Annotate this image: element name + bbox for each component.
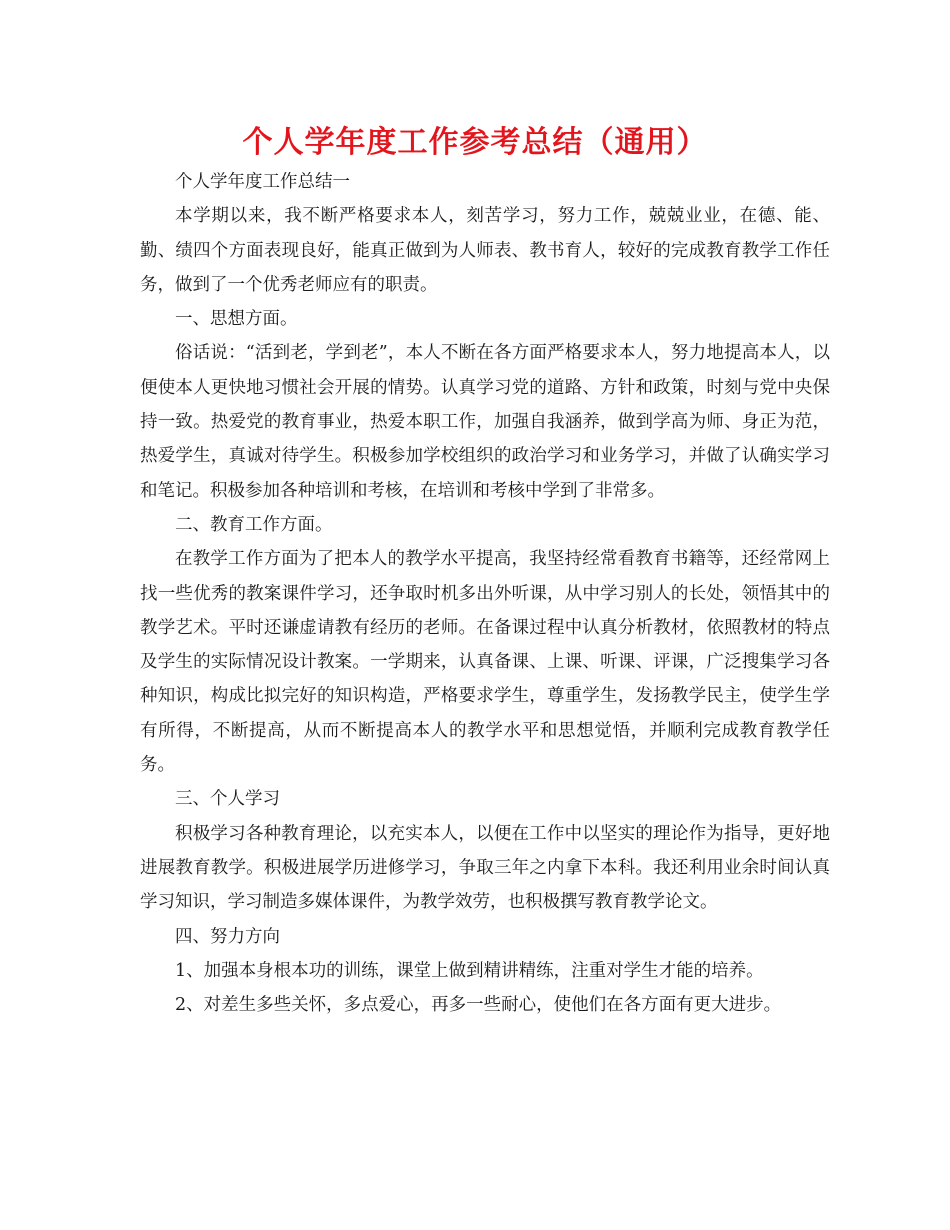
document-title: 个人学年度工作参考总结（通用）: [242, 125, 708, 160]
section-heading-direction: 四、努力方向: [175, 926, 280, 947]
teaching-paragraph: 在教学工作方面为了把本人的教学水平提高，我坚持经常看教育书籍等，还经常网上找一些优秀的教案课件学习，还争取时机多出外听课，从中学习别人的长处，领悟其中的教学艺术。平时还谦虚请教有经历的老师。在备课过程中认真分析教材，依照教材的特点及学生的实际情况设计教案。一学期来，认真备课、上课、听课、评课，广泛搜集学习各种知识，构成比拟完好的知识构造，严格要求学生，尊重学生，发扬教学民主，使学生学有所得，不断提高，从而不断提高本人的教学水平和思想觉悟，并顺利完成教育教学任务。: [140, 549, 830, 776]
thought-paragraph: 俗话说：“活到老，学到老”，本人不断在各方面严格要求本人，努力地提高本人，以便使本人更快地习惯社会开展的情势。认真学习党的道路、方针和政策，时刻与党中央保持一致。热爱党的教育事业，热爱本职工作，加强自我涵养，做到学高为师、身正为范，热爱学生，真诚对待学生。积极参加学校组织的政治学习和业务学习，并做了认确实学习和笔记。积极参加各种培训和考核，在培训和考核中学到了非常多。: [140, 343, 830, 501]
section-heading-study: 三、个人学习: [175, 789, 280, 810]
intro-paragraph: 本学期以来，我不断严格要求本人，刻苦学习，努力工作，兢兢业业，在德、能、勤、绩四个方面表现良好，能真正做到为人师表、教书育人，较好的完成教育教学工作任务，做到了一个优秀老师应有的职责。: [140, 206, 830, 295]
document-body: [140, 165, 830, 1022]
section-heading-thought: 一、思想方面。: [175, 309, 298, 330]
subtitle-paragraph: 个人学年度工作总结一: [175, 172, 350, 192]
direction-item-2: 2、对差生多些关怀，多点爱心，再多一些耐心，使他们在各方面有更大进步。: [175, 995, 782, 1016]
section-heading-teaching: 二、教育工作方面。: [175, 514, 333, 535]
study-paragraph: 积极学习各种教育理论，以充实本人，以便在工作中以坚实的理论作为指导，更好地进展教育教学。积极进展学历进修学习，争取三年之内拿下本科。我还利用业余时间认真学习知识，学习制造多媒体课件，为教学效劳，也积极撰写教育教学论文。: [140, 823, 830, 913]
direction-item-1: 1、加强本身根本功的训练，课堂上做到精讲精练，注重对学生才能的培养。: [175, 960, 764, 981]
